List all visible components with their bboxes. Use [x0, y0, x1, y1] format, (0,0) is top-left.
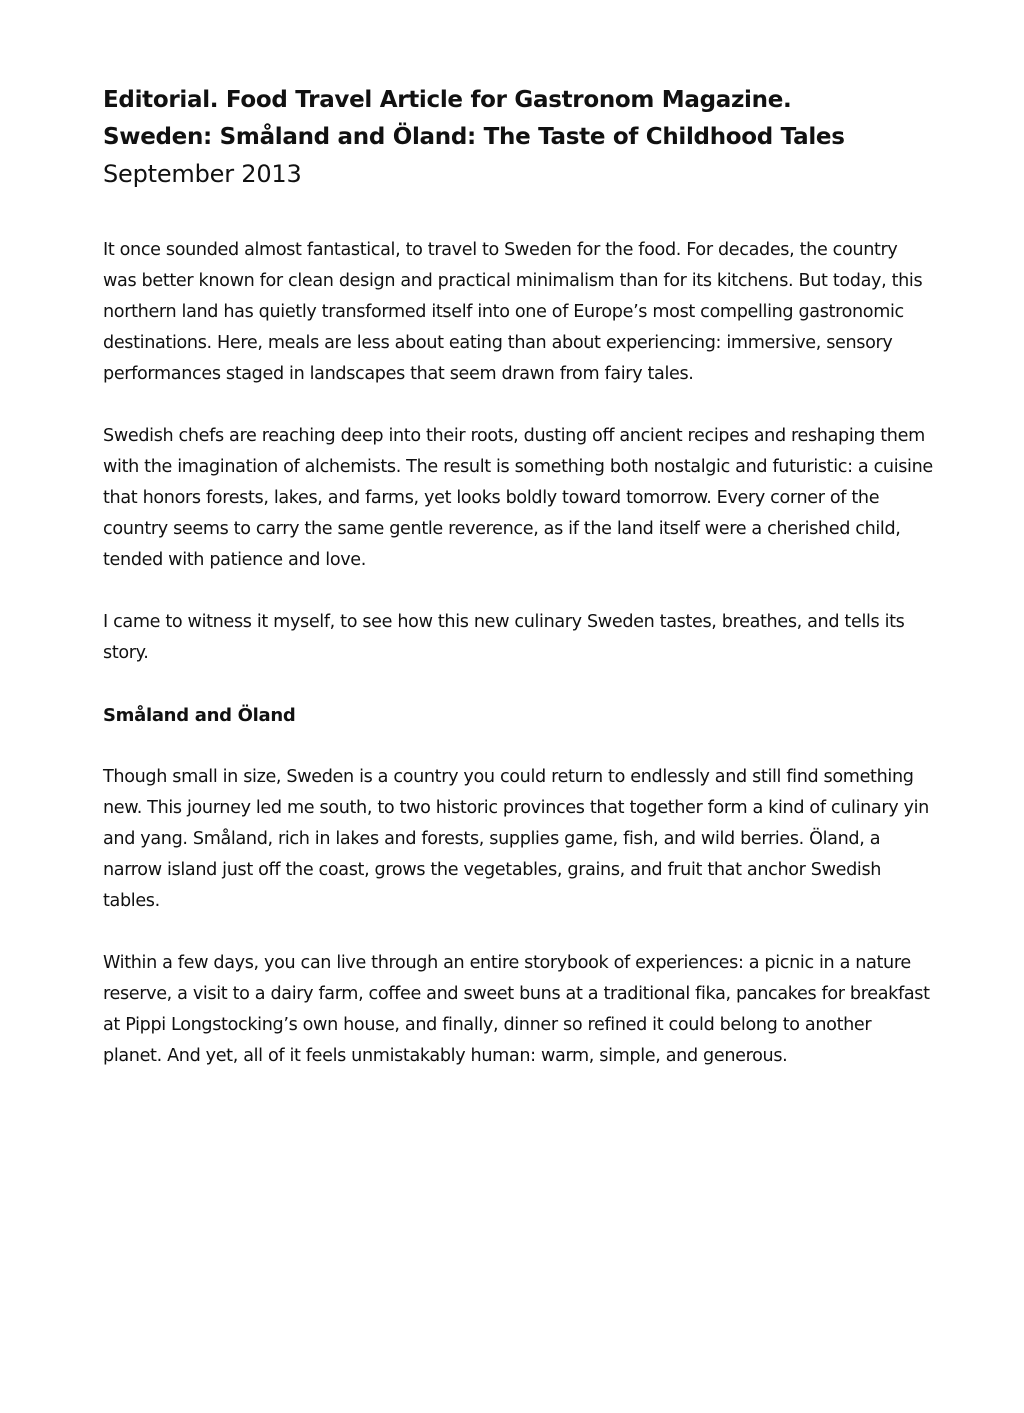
article-title: Sweden: Småland and Öland: The Taste of Childhood Tales	[103, 124, 845, 150]
document-page	[103, 82, 933, 1072]
article-date: September 2013	[103, 160, 302, 188]
paragraph-storybook: Within a few days, you can live through an entire storybook of experiences: a picnic in a nature reserve, a visit to a dairy farm, coffee and sweet buns at a traditional fika, pancakes for breakfast at Pippi Longstocking’s own house, and finally, dinner so refined it could belong to another planet. And yet, all of it feels unmistakably human: warm, simple, and generous.	[103, 953, 930, 1066]
article-body	[103, 235, 933, 1072]
paragraph-provinces: Though small in size, Sweden is a country you could return to endlessly and still find something new. This journey led me south, to two historic provinces that together form a kind of culinary yin and yang. Småland, rich in lakes and forests, supplies game, fish, and wild berries. Öland, a narrow island just off the coast, grows the vegetables, grains, and fruit that anchor Swedish tables.	[103, 767, 929, 911]
paragraph-witness: I came to witness it myself, to see how this new culinary Sweden tastes, breathes, and tells its story.	[103, 612, 905, 663]
paragraph-chefs: Swedish chefs are reaching deep into their roots, dusting off ancient recipes and reshaping them with the imagination of alchemists. The result is something both nostalgic and futuristic: a cuisine that honors forests, lakes, and farms, yet looks boldly toward tomorrow. Every corner of the country seems to carry the same gentle reverence, as if the land itself were a cherished child, tended with patience and love.	[103, 426, 933, 570]
paragraph-intro: It once sounded almost fantastical, to travel to Sweden for the food. For decades, the country was better known for clean design and practical minimalism than for its kitchens. But today, this northern land has quietly transformed itself into one of Europe’s most compelling gastronomic destinations. Here, meals are less about eating than about experiencing: immersive, sensory performances staged in landscapes that seem drawn from fairy tales.	[103, 240, 923, 384]
editorial-title: Editorial. Food Travel Article for Gastronom Magazine.	[103, 87, 792, 113]
article-header	[103, 82, 933, 193]
section-heading: Småland and Öland	[103, 705, 296, 726]
